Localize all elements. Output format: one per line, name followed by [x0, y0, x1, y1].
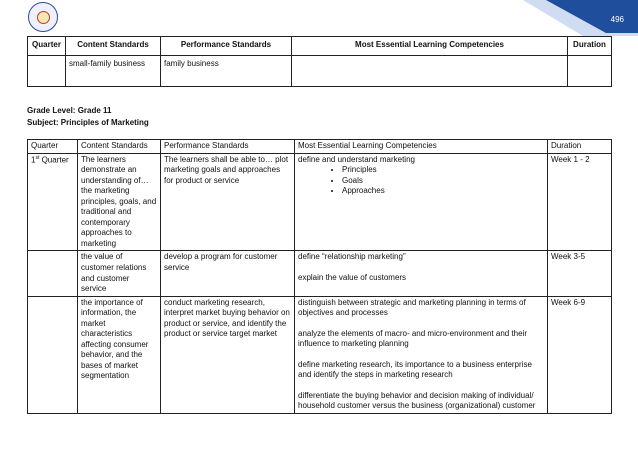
- deped-seal-icon: [28, 2, 58, 32]
- cell-content: the value of customer relations and customer service: [78, 251, 161, 296]
- melc-text: analyze the elements of macro- and micro-environment and their influence to marketing planning: [298, 328, 527, 349]
- melc-text: define and understand marketing: [298, 154, 415, 164]
- melc-bullet-list: [298, 165, 544, 197]
- list-item: • Goals: [342, 176, 544, 187]
- table-header-row: [28, 37, 612, 56]
- subject: Subject: Principles of Marketing: [27, 118, 149, 127]
- melc-text: define marketing research, its importance to a business enterprise and identify the steps in marketing research: [298, 359, 532, 380]
- header-duration: Duration: [568, 37, 612, 56]
- cell-quarter: [28, 296, 78, 413]
- melc-text: distinguish between strategic and marketing planning in terms of objectives and processes: [298, 297, 526, 318]
- cell-content: small-family business: [66, 56, 161, 87]
- cell-duration: [568, 56, 612, 87]
- header-melc: Most Essential Learning Competencies: [295, 140, 548, 154]
- list-item: • Approaches: [342, 186, 544, 197]
- table-row: [28, 153, 612, 251]
- table-header-row: [28, 140, 612, 154]
- cell-performance: The learners shall be able to… plot marketing goals and approaches for product or service: [161, 153, 295, 251]
- cell-melc: [295, 251, 548, 296]
- melc-text: define “relationship marketing”: [298, 252, 406, 262]
- melc-text: differentiate the buying behavior and decision making of individual/ household customer versus the business (organizational) customer: [298, 390, 536, 411]
- list-item: • Principles: [342, 165, 544, 176]
- cell-duration: Week 3-5: [548, 251, 612, 296]
- cell-melc: [292, 56, 568, 87]
- header-melc: Most Essential Learning Competencies: [292, 37, 568, 56]
- cell-quarter: [28, 153, 78, 251]
- cell-melc: [295, 296, 548, 413]
- page-number: 496: [610, 15, 624, 24]
- competency-table: [27, 139, 612, 414]
- table-row: [28, 56, 612, 87]
- cell-content: The learners demonstrate an understanding of… the marketing principles, goals, and traditional and contemporary approaches to marketing: [78, 153, 161, 251]
- cell-duration: Week 1 - 2: [548, 153, 612, 251]
- header-duration: Duration: [548, 140, 612, 154]
- header-content-standards: Content Standards: [66, 37, 161, 56]
- cell-performance: conduct marketing research, interpret market buying behavior on product or service, and identify the product or service target market: [161, 296, 295, 413]
- cell-duration: Week 6-9: [548, 296, 612, 413]
- header-quarter: Quarter: [28, 37, 66, 56]
- grade-level: Grade Level: Grade 11: [27, 106, 112, 115]
- header-performance-standards: Performance Standards: [161, 37, 292, 56]
- table-row: [28, 296, 612, 413]
- cell-performance: family business: [161, 56, 292, 87]
- cell-melc: [295, 153, 548, 251]
- competency-table-top: [27, 36, 612, 87]
- quarter-number: 1: [31, 155, 36, 165]
- header-content-standards: Content Standards: [78, 140, 161, 154]
- cell-quarter: [28, 56, 66, 87]
- cell-content: the importance of information, the market characteristics affecting consumer behavior, and the bases of market segmentation: [78, 296, 161, 413]
- header-performance-standards: Performance Standards: [161, 140, 295, 154]
- cell-quarter: [28, 251, 78, 296]
- cell-performance: develop a program for customer service: [161, 251, 295, 296]
- quarter-suffix: st: [35, 154, 40, 161]
- melc-text: explain the value of customers: [298, 273, 407, 283]
- table-row: [28, 251, 612, 296]
- quarter-word: Quarter: [39, 155, 69, 165]
- header-quarter: Quarter: [28, 140, 78, 154]
